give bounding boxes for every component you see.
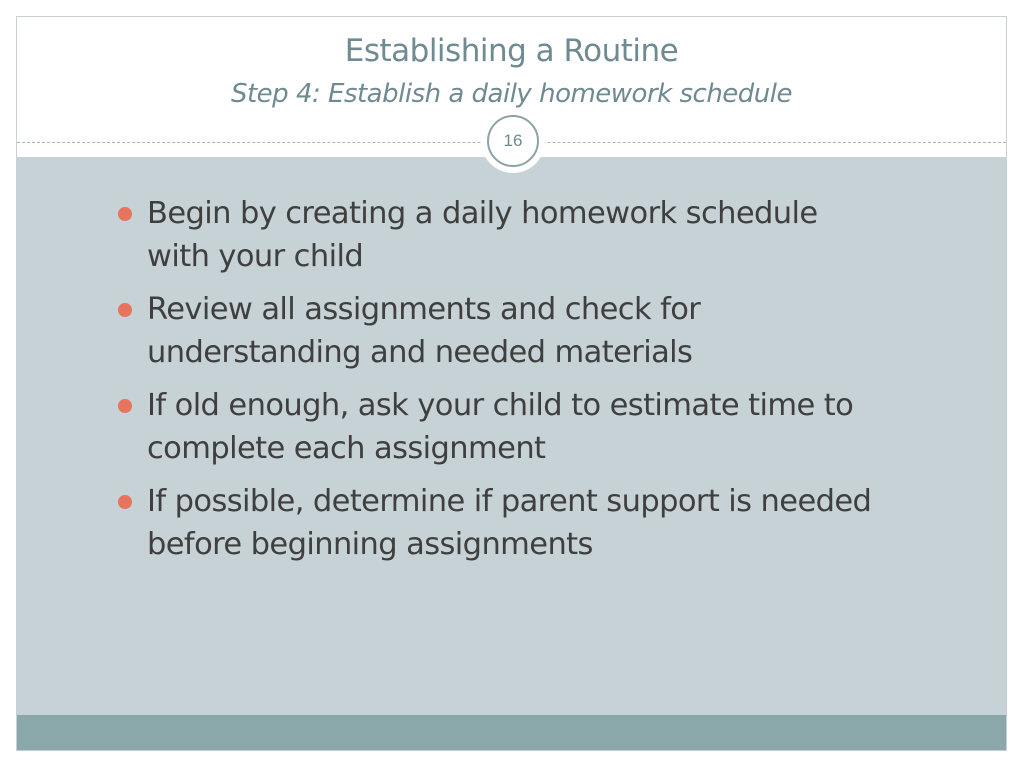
bullet-list	[118, 192, 888, 576]
slide-subtitle: Step 4: Establish a daily homework schedule	[230, 79, 792, 109]
page-number-badge	[481, 109, 545, 173]
bullet-marker-icon	[118, 399, 132, 413]
footer-band	[17, 715, 1006, 751]
bullet-text: If old enough, ask your child to estimate time to complete each assignment	[147, 388, 854, 466]
bullet-marker-icon	[118, 207, 132, 221]
bullet-item	[118, 192, 888, 278]
page-number: 16	[487, 115, 539, 167]
bullet-marker-icon	[118, 495, 132, 509]
bullet-text: Review all assignments and check for understanding and needed materials	[147, 292, 701, 370]
slide-title: Establishing a Routine	[344, 33, 679, 69]
bullet-item	[118, 384, 888, 470]
bullet-text: If possible, determine if parent support is needed before beginning assignments	[147, 484, 872, 562]
bullet-text: Begin by creating a daily homework schedule with your child	[147, 196, 818, 274]
bullet-item	[118, 288, 888, 374]
bullet-marker-icon	[118, 303, 132, 317]
bullet-item	[118, 480, 888, 566]
